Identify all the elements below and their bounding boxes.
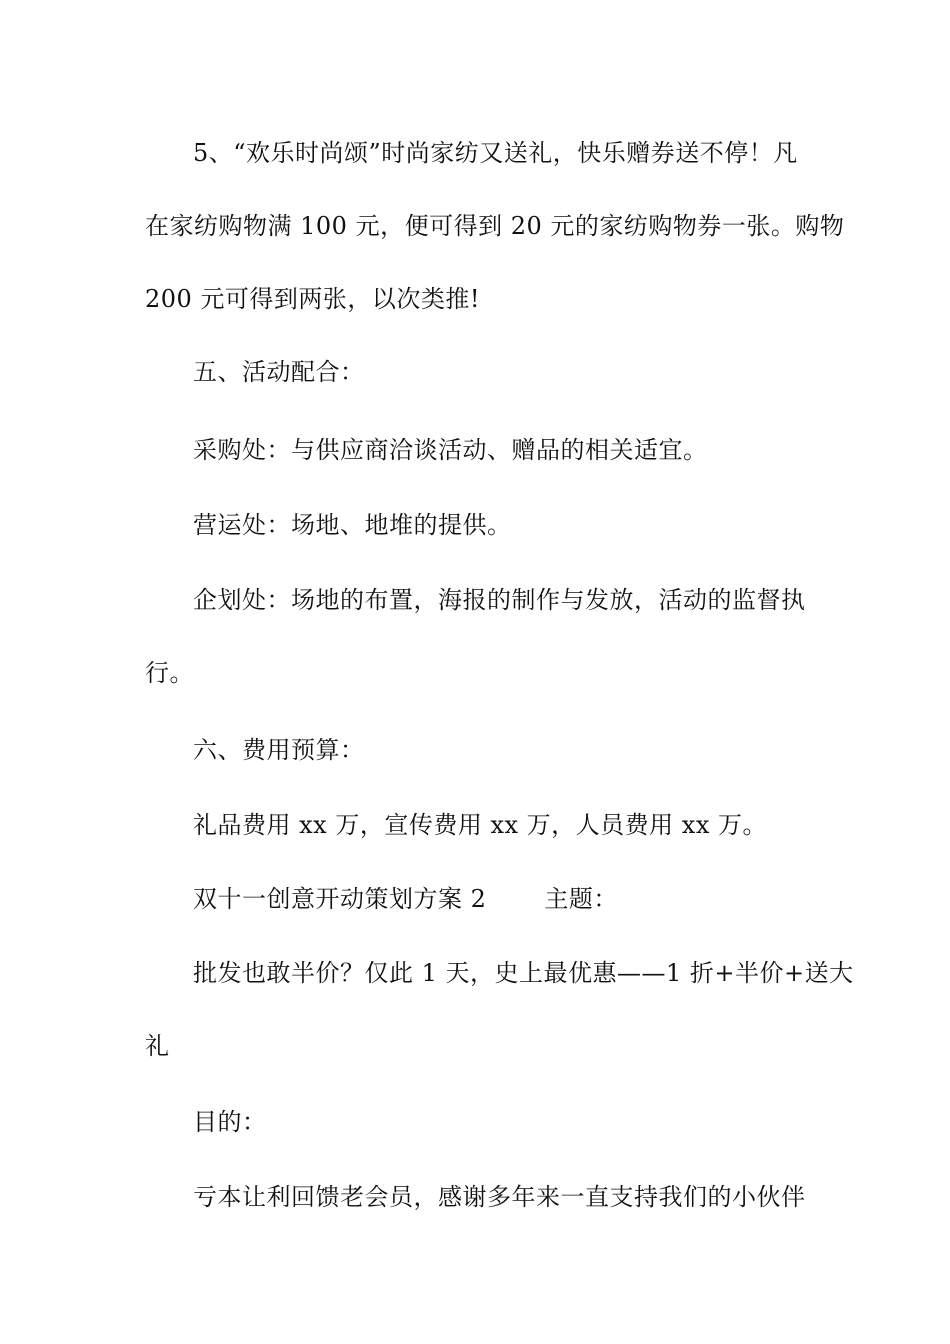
paragraph-planning-cont: 行。 [145,659,194,687]
plan-title-line [193,884,813,914]
plan-title: 双十一创意开动策划方案 2 [193,885,487,913]
paragraph-budget: 礼品费用 xx 万，宣传费用 xx 万，人员费用 xx 万。 [193,811,767,839]
paragraph-theme-cont: 礼 [145,1032,170,1060]
paragraph-line-1: 5、“欢乐时尚颂”时尚家纺又送礼，快乐赠券送不停！凡 [193,139,798,167]
paragraph-procurement: 采购处：与供应商洽谈活动、赠品的相关适宜。 [193,436,708,464]
paragraph-theme: 批发也敢半价？仅此 1 天，史上最优惠——1 折+半价+送大 [193,959,854,987]
theme-label: 主题： [544,885,618,913]
paragraph-line-2: 在家纺购物满 100 元，便可得到 20 元的家纺购物券一张。购物 [145,212,845,240]
paragraph-planning: 企划处：场地的布置，海报的制作与发放，活动的监督执 [193,586,806,614]
section-heading-5: 五、活动配合： [193,358,365,386]
section-heading-6: 六、费用预算： [193,736,365,764]
purpose-label: 目的： [193,1108,267,1136]
paragraph-line-3: 200 元可得到两张，以次类推! [145,285,481,313]
paragraph-purpose: 亏本让利回馈老会员，感谢多年来一直支持我们的小伙伴 [193,1183,806,1211]
paragraph-operations: 营运处：场地、地堆的提供。 [193,511,512,539]
